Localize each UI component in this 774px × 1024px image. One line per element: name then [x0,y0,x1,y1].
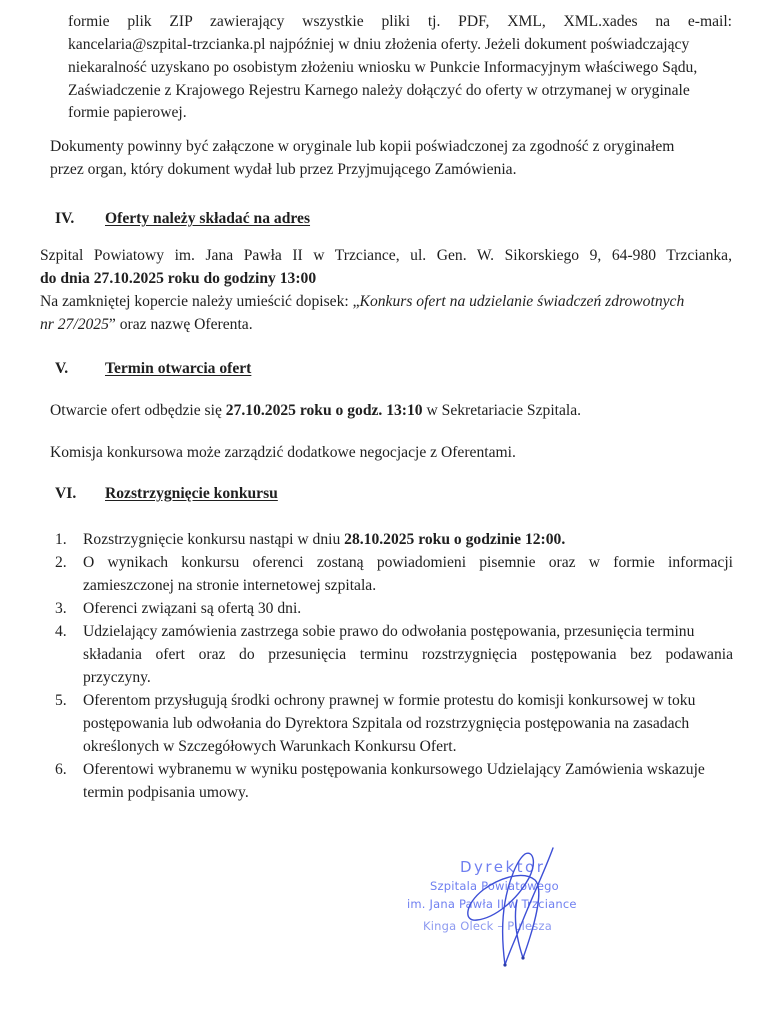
list-text: określonych w Szczegółowych Warunkach Konkursu Ofert. [83,738,457,755]
list-text: Oferentowi wybranemu w wyniku postępowania konkursowego Udzielający Zamówienia wskazuje [83,761,705,778]
opening-suffix: w Sekretariacie Szpitala. [422,402,582,419]
list-number: 1. [55,531,67,548]
section-title: Oferty należy składać na adres [105,210,311,227]
stamp-name: Kinga Oleck – Pulesza [423,919,552,933]
list-text: postępowania lub odwołania do Dyrektora Szpitala od rozstrzygnięcia postępowania na zasadach [83,715,690,732]
opening-datetime: 27.10.2025 roku o godz. 13:10 [225,402,423,419]
paragraph-line: formie plik ZIP zawierający wszystkie pliki tj. PDF, XML, XML.xades na e-mail: [68,13,732,30]
section-title: Termin otwarcia ofert [105,360,252,377]
list-number: 5. [55,692,67,709]
paragraph-line: Dokumenty powinny być załączone w oryginale lub kopii poświadczonej za zgodność z oryginałem [50,138,675,155]
section-vi-heading [55,484,455,506]
list-text: Oferentom przysługują środki ochrony prawnej w formie protestu do komisji konkursowej w toku [83,692,696,709]
list-text [83,530,565,550]
address-line: Szpital Powiatowy im. Jana Pawła II w Trzciance, ul. Gen. W. Sikorskiego 9, 64-980 Trzcianka, [40,247,732,264]
director-stamp [405,840,605,970]
deadline-line: do dnia 27.10.2025 roku do godziny 13:00 [40,270,317,287]
section-number: V. [55,360,69,377]
section-title: Rozstrzygnięcie konkursu [105,485,278,502]
list-text: Udzielający zamówienia zastrzega sobie prawo do odwołania postępowania, przesunięcia terminu [83,623,695,640]
list-text: termin podpisania umowy. [83,784,249,801]
opening-prefix: Otwarcie ofert odbędzie się [50,402,226,419]
envelope-italic: nr 27/2025 [40,316,109,333]
section-number: IV. [55,210,75,227]
envelope-italic: Konkurs ofert na udzielanie świadczeń zdrowotnych [359,293,685,310]
negotiation-line: Komisja konkursowa może zarządzić dodatkowe negocjacje z Oferentami. [50,444,516,461]
envelope-prefix: Na zamkniętej kopercie należy umieścić dopisek: „ [40,293,360,310]
list-number: 2. [55,554,67,571]
list-text-prefix: Rozstrzygnięcie konkursu nastąpi w dniu [83,531,345,548]
section-v-heading [55,359,455,381]
paragraph-line: Zaświadczenie z Krajowego Rejestru Karnego należy dołączyć do oferty w otrzymanej w oryginale [68,82,690,99]
list-number: 6. [55,761,67,778]
resolution-datetime: 28.10.2025 roku o godzinie 12:00. [344,531,566,548]
list-text: zamieszczonej na stronie internetowej szpitala. [83,577,377,594]
envelope-note-line [40,292,684,312]
list-text: Oferenci związani są ofertą 30 dni. [83,600,302,617]
paragraph-line: niekaralność uzyskano po osobistym złożeniu wniosku w Punkcie Informacyjnym właściwego Sądu, [68,59,698,76]
section-number: VI. [55,485,77,502]
list-number: 3. [55,600,67,617]
signature-icon [405,840,605,970]
list-text: przyczyny. [83,669,151,686]
list-number: 4. [55,623,67,640]
envelope-note-line [40,315,253,335]
paragraph-line: formie papierowej. [68,104,187,121]
section-iv-heading [55,209,455,231]
stamp-title: Dyrektor [460,858,546,876]
list-text: składania ofert oraz do przesunięcia terminu rozstrzygnięcia postępowania bez podawania [83,646,733,663]
stamp-institution: Szpitala Powiatowego [430,879,559,893]
paragraph-line: kancelaria@szpital-trzcianka.pl najpóźniej w dniu złożenia oferty. Jeżeli dokument poświadczający [68,36,690,53]
paragraph-line: przez organ, który dokument wydał lub przez Przyjmującego Zamówienia. [50,161,517,178]
stamp-address: im. Jana Pawła II w Trzciance [407,897,577,911]
list-text: O wynikach konkursu oferenci zostaną powiadomieni pisemnie oraz w formie informacji [83,554,733,571]
opening-line [50,401,581,421]
envelope-suffix: ” oraz nazwę Oferenta. [108,316,253,333]
